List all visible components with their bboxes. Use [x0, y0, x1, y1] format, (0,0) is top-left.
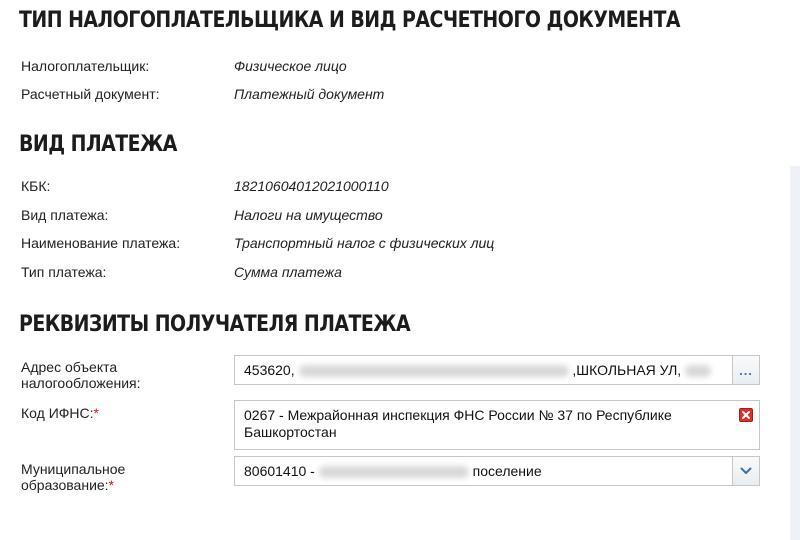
required-asterisk: * [108, 477, 115, 493]
chevron-down-icon [740, 467, 752, 475]
municipal-label-line2-wrap [21, 477, 125, 493]
municipal-value-start: 80601410 - [244, 463, 315, 479]
municipal-value-end: поселение [472, 463, 542, 479]
address-field[interactable] [234, 355, 760, 385]
address-label [21, 359, 141, 391]
payment-name-value: Транспортный налог с физических лиц [234, 235, 495, 251]
ifns-field[interactable] [234, 400, 760, 450]
municipal-label-line1: Муниципальное [21, 461, 126, 477]
payment-type-label: Тип платежа: [21, 264, 107, 280]
section-title-payment: ВИД ПЛАТЕЖА [19, 132, 177, 157]
ifns-label [21, 405, 99, 421]
address-value [244, 362, 711, 378]
address-value-start: 453620, [244, 362, 295, 378]
ifns-value-line2: Башкортостан [244, 424, 337, 440]
required-asterisk: * [93, 405, 99, 421]
address-picker-button[interactable] [732, 355, 760, 385]
address-value-mid: ,ШКОЛЬНАЯ УЛ, [572, 362, 682, 378]
taxpayer-value: Физическое лицо [234, 58, 347, 74]
section-title-taxpayer: ТИП НАЛОГОПЛАТЕЛЬЩИКА И ВИД РАСЧЕТНОГО ДОКУМЕНТА [19, 8, 680, 33]
payment-kind-label: Вид платежа: [21, 207, 109, 223]
kbk-label: КБК: [21, 178, 51, 194]
payment-name-label: Наименование платежа: [21, 235, 181, 251]
ellipsis-icon: ... [739, 362, 753, 378]
section-title-recipient: РЕКВИЗИТЫ ПОЛУЧАТЕЛЯ ПЛАТЕЖА [19, 312, 411, 337]
page-scroll-edge [790, 166, 800, 540]
payment-type-value: Сумма платежа [234, 264, 342, 280]
address-label-line2: налогообложения: [21, 375, 141, 391]
payment-kind-value: Налоги на имущество [234, 207, 383, 223]
municipal-dropdown-button[interactable] [732, 456, 760, 486]
municipal-value [244, 463, 542, 479]
redacted-house-blur [685, 365, 711, 377]
municipal-label-line2: образование: [21, 477, 109, 493]
ifns-value-line1: 0267 - Межрайонная инспекция ФНС России № 37 по Республике [244, 407, 672, 423]
close-icon [740, 409, 752, 421]
ifns-clear-button[interactable] [739, 408, 753, 422]
ifns-value [244, 407, 672, 441]
taxpayer-label: Налогоплательщик: [21, 58, 150, 74]
document-label: Расчетный документ: [21, 86, 160, 102]
document-value: Платежный документ [234, 86, 385, 102]
municipal-select[interactable] [234, 456, 760, 486]
redacted-address-blur [299, 365, 569, 377]
kbk-value: 18210604012021000110 [234, 178, 389, 194]
address-label-line1: Адрес объекта [21, 359, 118, 375]
municipal-label [21, 461, 125, 493]
redacted-municipal-blur [319, 466, 469, 478]
ifns-label-text: Код ИФНС: [21, 405, 94, 421]
